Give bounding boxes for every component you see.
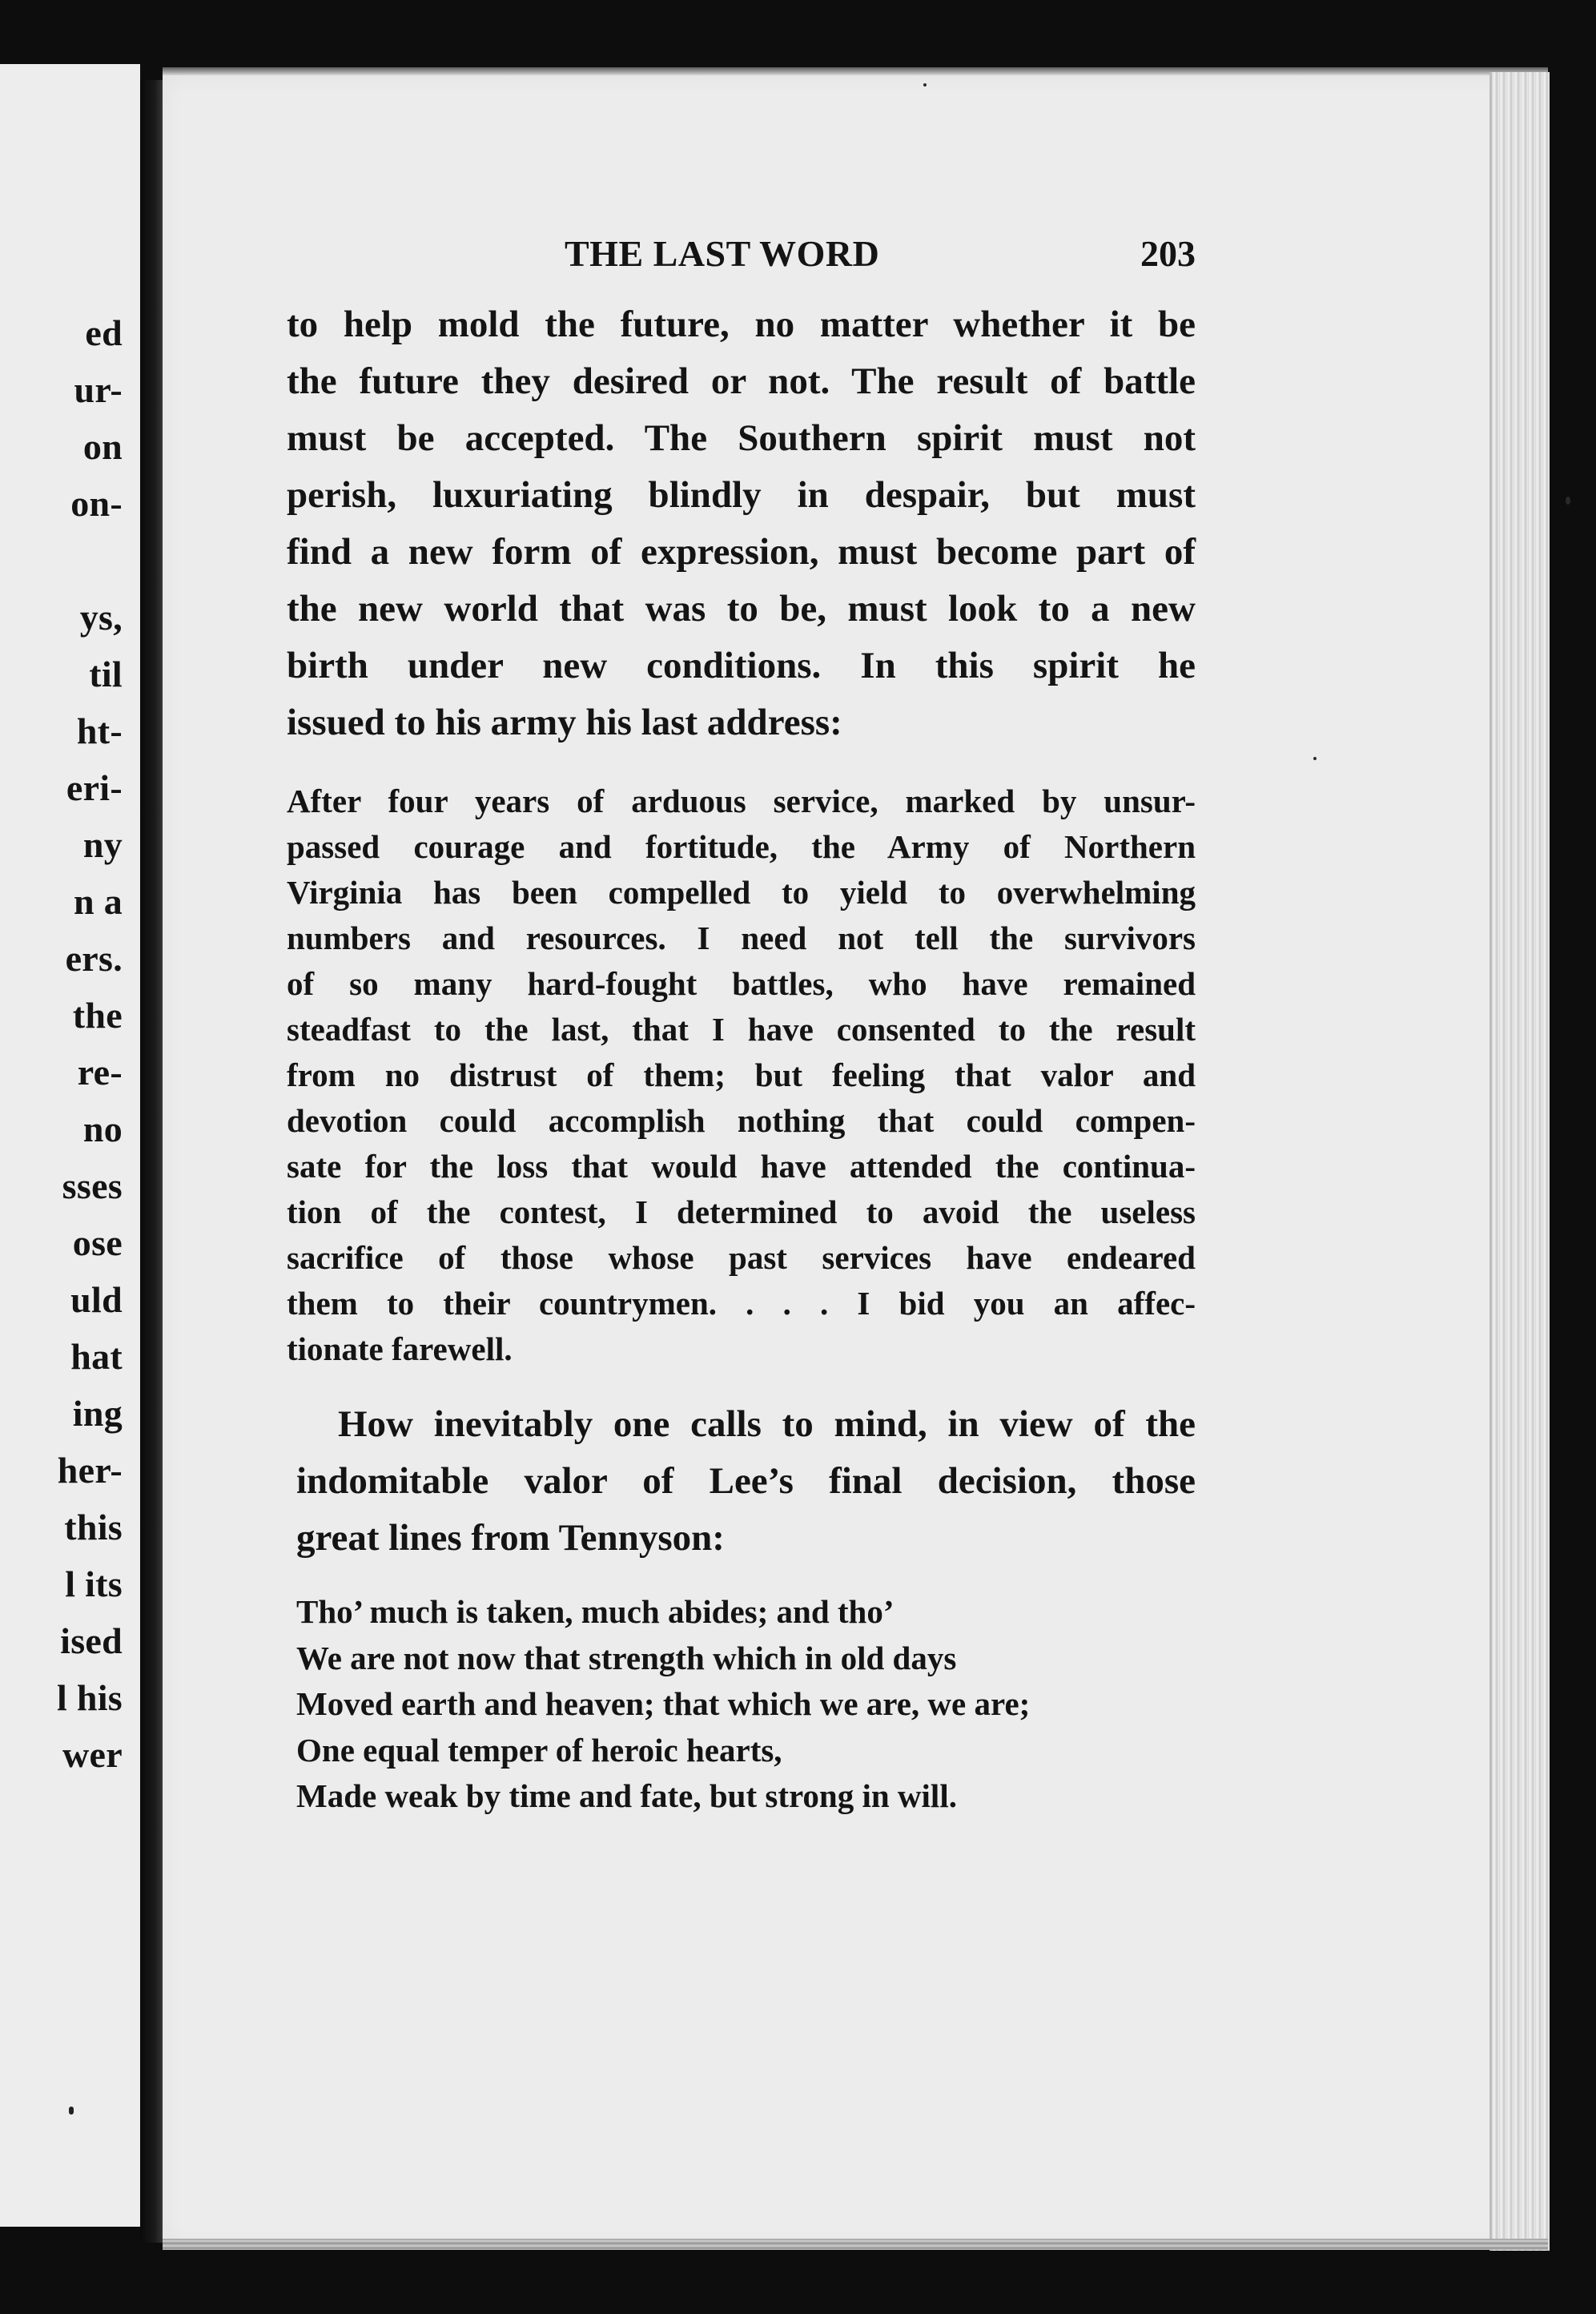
facing-line: l his <box>56 1677 123 1718</box>
poem-line: One equal temper of heroic hearts, <box>296 1731 782 1769</box>
quote-line: passed courage and fortitude, the Army of Northern <box>287 828 1196 865</box>
facing-line: ur- <box>74 369 123 410</box>
ink-speck <box>1566 497 1570 505</box>
facing-line: ht- <box>76 710 123 751</box>
ink-speck <box>923 83 927 87</box>
text-line: perish, luxuriating blindly in despair, but must <box>287 474 1196 516</box>
facing-line: ys, <box>79 597 123 638</box>
poem-line: Made weak by time and fate, but strong in will. <box>296 1777 957 1814</box>
ink-speck <box>69 2107 74 2115</box>
text-line: birth under new conditions. In this spirit he <box>287 645 1196 686</box>
page-block-edge <box>1489 72 1552 2251</box>
facing-line: ers. <box>65 938 123 979</box>
facing-line: til <box>89 654 123 694</box>
text-line: indomitable valor of Lee’s final decision, those <box>296 1460 1196 1502</box>
ink-speck <box>1313 757 1317 760</box>
running-head <box>287 232 1196 296</box>
facing-line: wer <box>62 1734 123 1775</box>
quote-line: devotion could accomplish nothing that could compen- <box>287 1102 1196 1139</box>
quote-line: After four years of arduous service, marked by unsur- <box>287 783 1196 819</box>
quote-line: from no distrust of them; but feeling that valor and <box>287 1056 1196 1093</box>
poem-line: Tho’ much is taken, much abides; and tho’ <box>296 1593 894 1630</box>
facing-line: the <box>72 995 123 1036</box>
quote-line: them to their countrymen. . . . I bid you an affec- <box>287 1285 1196 1322</box>
page-number: 203 <box>1140 233 1196 274</box>
facing-line: ed <box>85 312 123 353</box>
quote-line: of so many hard-fought battles, who have remained <box>287 965 1196 1002</box>
facing-line: ose <box>72 1222 123 1263</box>
facing-line: her- <box>57 1450 123 1491</box>
poem-quote <box>287 1589 1196 1820</box>
text-line: find a new form of expression, must become part of <box>287 531 1196 573</box>
page-bottom-edge <box>163 2239 1548 2250</box>
book-gutter <box>140 80 164 2243</box>
text-line: must be accepted. The Southern spirit must not <box>287 417 1196 459</box>
paragraph <box>287 296 1196 751</box>
facing-line: ised <box>60 1620 123 1661</box>
facing-line: n a <box>74 881 123 922</box>
text-line: to help mold the future, no matter whether it be <box>287 304 1196 345</box>
quote-line: sacrifice of those whose past services have endeared <box>287 1239 1196 1276</box>
background-edge <box>1550 56 1596 2267</box>
quote-line: numbers and resources. I need not tell the survivors <box>287 920 1196 956</box>
facing-line: no <box>82 1109 123 1149</box>
facing-line: on- <box>70 483 123 524</box>
facing-line <box>57 532 123 589</box>
page-content <box>287 232 1196 1820</box>
facing-line: hat <box>70 1336 123 1377</box>
facing-line: sses <box>62 1165 123 1206</box>
facing-page <box>0 64 140 2227</box>
quote-line: steadfast to the last, that I have consented to the result <box>287 1011 1196 1048</box>
poem-line: We are not now that strength which in old days <box>296 1639 957 1676</box>
quote-line: sate for the loss that would have attended the continua- <box>287 1148 1196 1185</box>
text-line: the future they desired or not. The result of battle <box>287 360 1196 402</box>
text-line: How inevitably one calls to mind, in view of the <box>338 1403 1196 1445</box>
facing-line: l its <box>65 1563 123 1604</box>
facing-page-text <box>57 304 123 1783</box>
facing-line: this <box>64 1507 123 1547</box>
quote-line: Virginia has been compelled to yield to overwhelming <box>287 874 1196 911</box>
facing-line: ing <box>72 1393 123 1434</box>
facing-line: ny <box>82 824 123 865</box>
paragraph <box>287 1396 1196 1567</box>
page-top-edge <box>163 67 1548 75</box>
poem-line: Moved earth and heaven; that which we are, we are; <box>296 1685 1031 1722</box>
running-title: THE LAST WORD <box>565 233 880 274</box>
block-quote <box>287 779 1196 1372</box>
quote-line: tionate farewell. <box>287 1330 513 1367</box>
facing-line: re- <box>77 1052 123 1093</box>
facing-line: on <box>82 426 123 467</box>
facing-line: uld <box>70 1279 123 1320</box>
facing-line: eri- <box>66 767 123 808</box>
text-line: the new world that was to be, must look to a new <box>287 588 1196 630</box>
text-line: issued to his army his last address: <box>287 702 842 743</box>
text-line: great lines from Tennyson: <box>296 1517 725 1559</box>
quote-line: tion of the contest, I determined to avoid the useless <box>287 1193 1196 1230</box>
